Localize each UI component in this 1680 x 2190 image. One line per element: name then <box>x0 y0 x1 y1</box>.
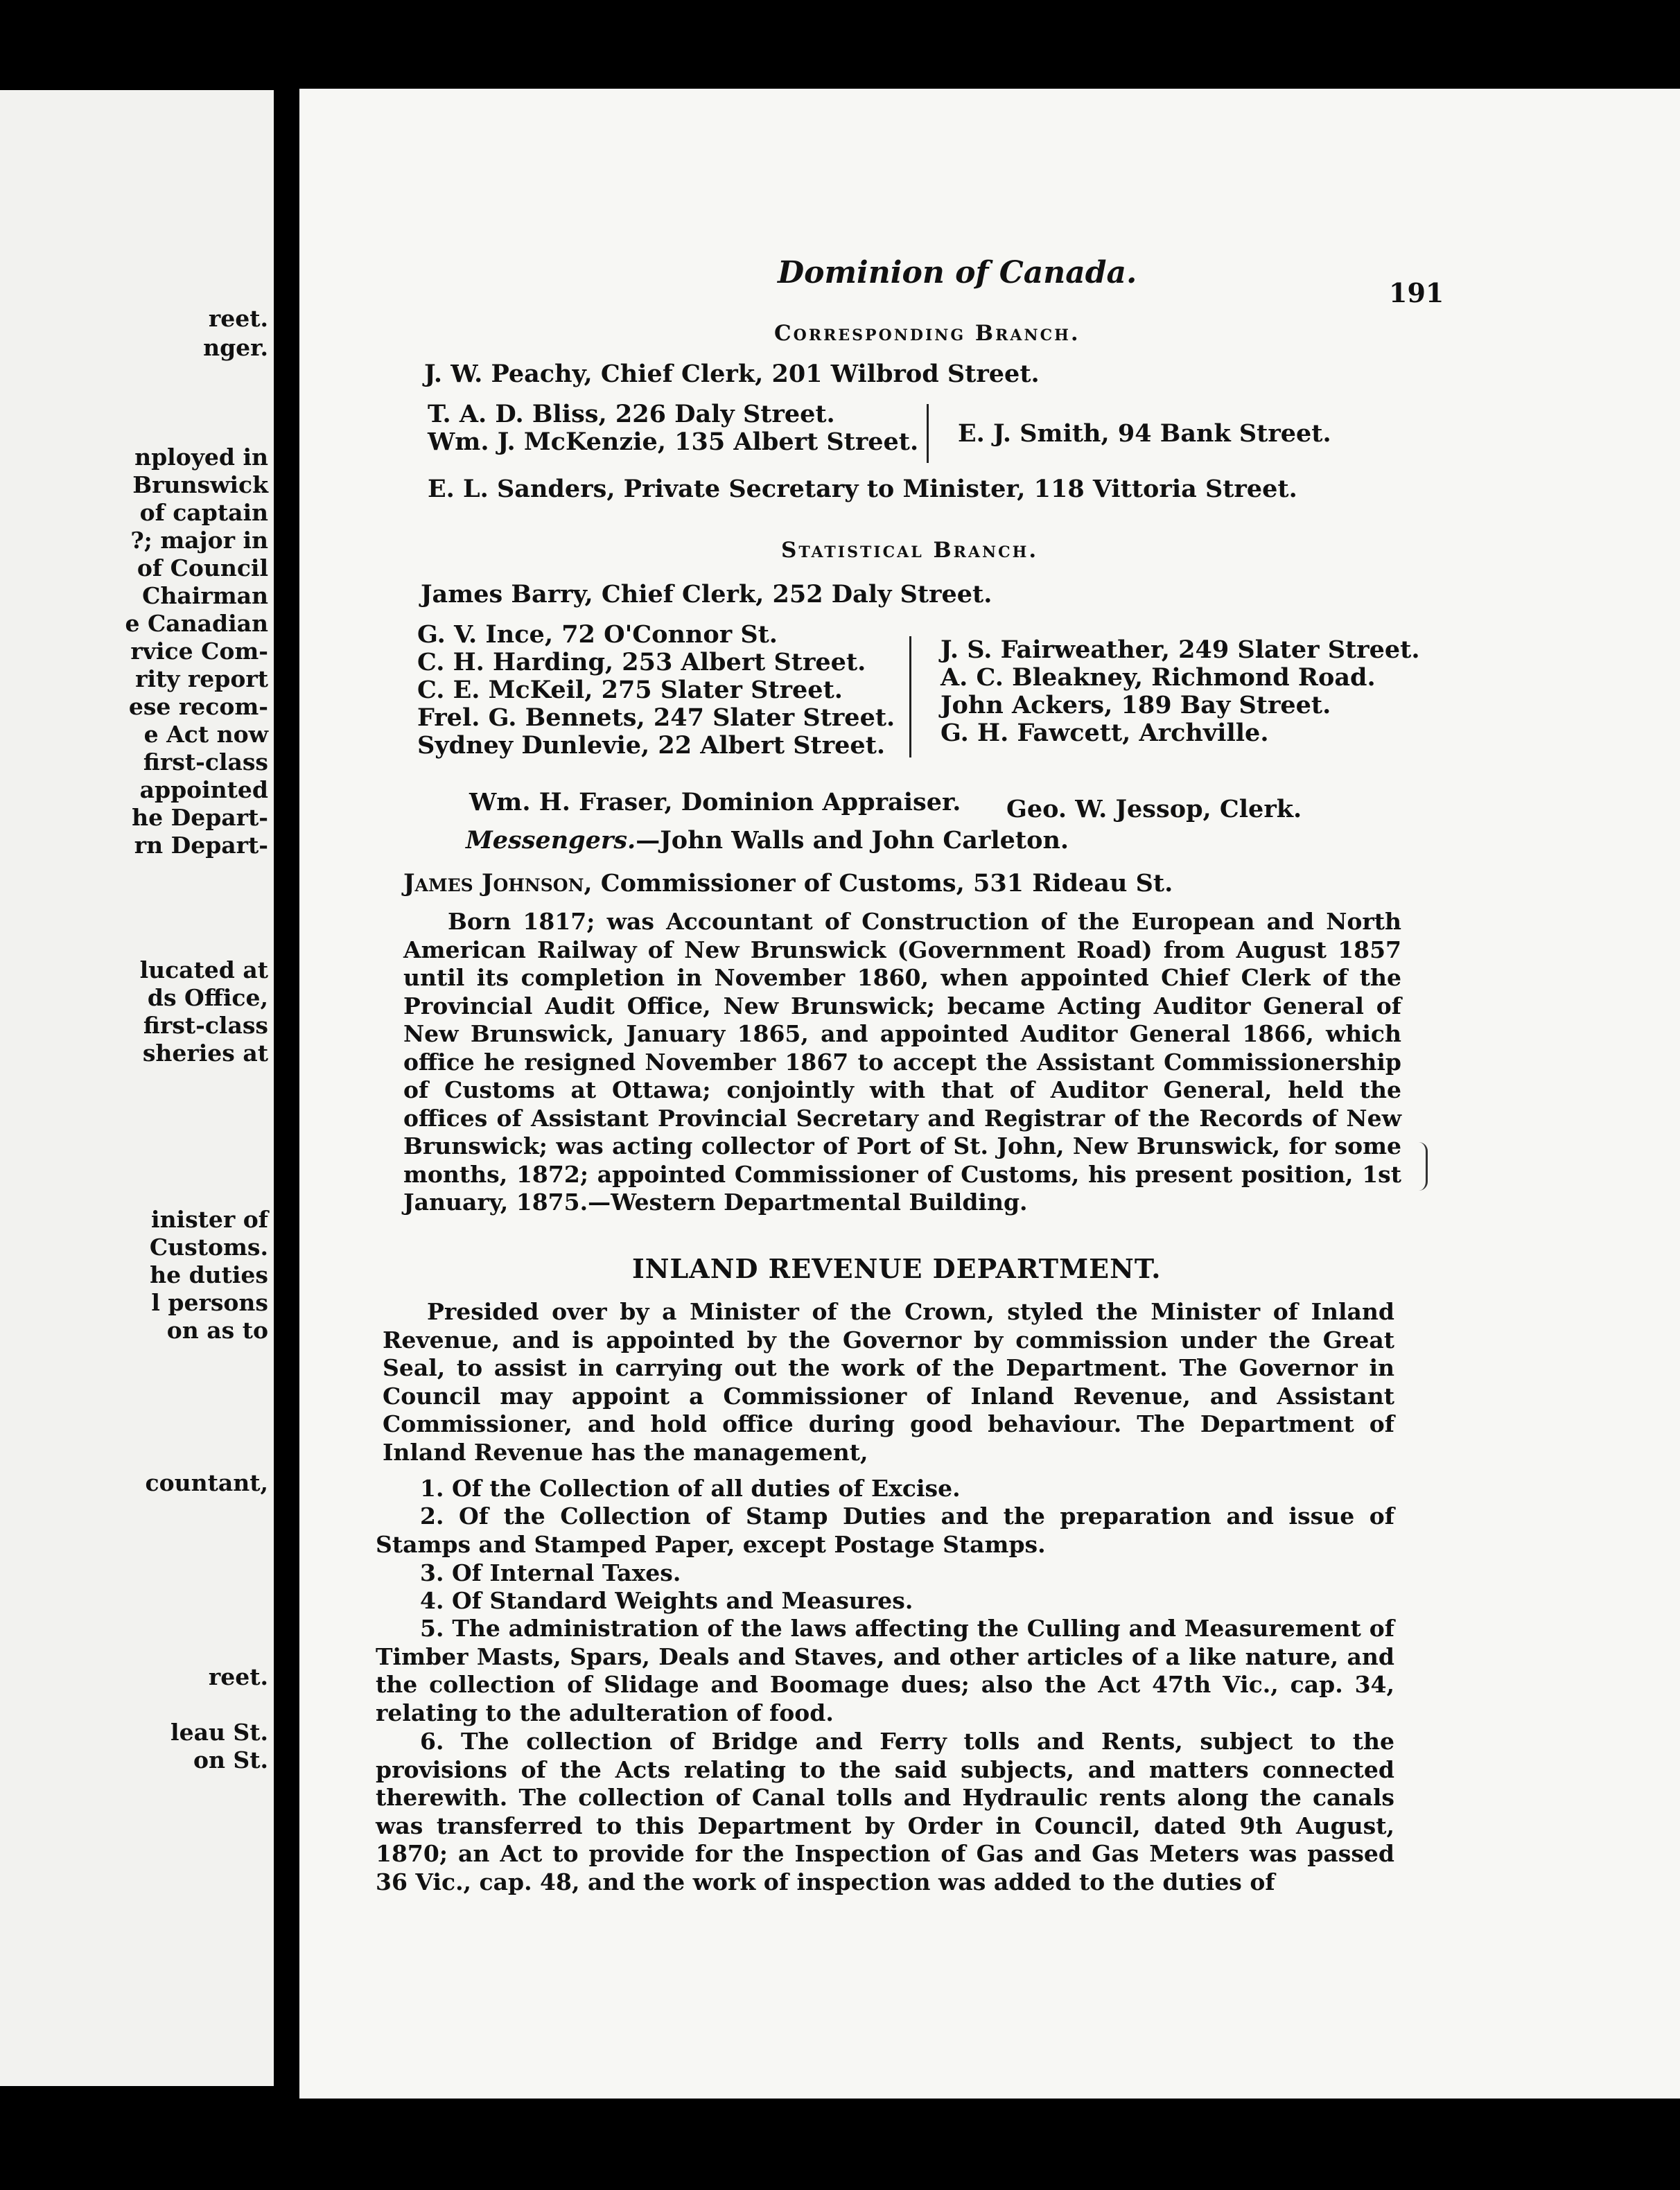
column-divider <box>909 636 911 757</box>
staff-entry: G. V. Ince, 72 O'Connor St. <box>417 620 778 649</box>
left-page-text-fragment: e Canadian <box>125 610 268 637</box>
column-divider <box>927 404 929 463</box>
statistical-right-column <box>940 636 1420 747</box>
left-page-text-fragment: countant, <box>145 1469 268 1496</box>
corresponding-chief-clerk: J. W. Peachy, Chief Clerk, 201 Wilbrod Street. <box>424 360 1040 388</box>
left-page-text-fragment: rity report <box>135 665 268 692</box>
left-page-text-fragment: Brunswick <box>132 471 268 498</box>
left-page-text-fragment: ds Office, <box>147 984 268 1011</box>
left-page-text-fragment: rn Depart- <box>134 832 268 859</box>
list-item: 4. Of Standard Weights and Measures. <box>420 1587 913 1614</box>
corresponding-right-column <box>958 420 1331 448</box>
staff-entry: C. E. McKeil, 275 Slater Street. <box>417 676 843 704</box>
list-item: 3. Of Internal Taxes. <box>420 1559 681 1586</box>
messengers <box>466 827 1069 855</box>
staff-entry: E. J. Smith, 94 Bank Street. <box>958 419 1331 448</box>
running-header: Dominion of Canada. <box>778 255 1137 290</box>
inland-revenue-intro: Presided over by a Minister of the Crown, styled the Minister of Inland Revenue, and is appointed by the Governor by commission under the Great Seal, to assist in carrying out the work of the Department. The Governor in Council may appoint a Commissioner of Inland Revenue, and Assistant Commissioner, and hold office during good behaviour. The Department of Inland Revenue has the management, <box>383 1298 1394 1466</box>
left-page-text-fragment: first-class <box>143 1012 268 1039</box>
left-page-text-fragment: leau St. <box>170 1719 268 1746</box>
corresponding-left-column <box>428 401 918 456</box>
staff-entry: J. S. Fairweather, 249 Slater Street. <box>940 636 1420 664</box>
inland-revenue-heading: INLAND REVENUE DEPARTMENT. <box>632 1253 1162 1284</box>
commissioner-line <box>403 870 1173 897</box>
margin-bracket <box>1419 1142 1428 1191</box>
left-page-text-fragment: he Depart- <box>132 804 268 831</box>
statistical-left-column <box>417 621 895 760</box>
statistical-branch-heading: Statistical Branch. <box>781 538 1039 563</box>
list-item: 6. The collection of Bridge and Ferry tolls and Rents, subject to the provisions of the Acts relating to the said subjects, and matters connected therewith. The collection of Canal tolls and Hydraulic rents along the canals was transferred to this Department by Order in Council, dated 9th August, 1870; an Act to provide for the Inspection of Gas and Gas Meters was passed 36 Vic., cap. 48, and the work of inspection was added to the duties of <box>376 1728 1394 1895</box>
staff-entry: G. H. Fawcett, Archville. <box>940 719 1269 747</box>
statistical-clerk: Geo. W. Jessop, Clerk. <box>1006 795 1302 823</box>
left-page-text-fragment: nger. <box>203 334 268 361</box>
staff-entry: John Ackers, 189 Bay Street. <box>940 691 1331 719</box>
staff-entry: C. H. Harding, 253 Albert Street. <box>417 648 866 676</box>
staff-entry: Sydney Dunlevie, 22 Albert Street. <box>417 731 886 760</box>
statistical-chief-clerk: James Barry, Chief Clerk, 252 Daly Street. <box>421 580 992 608</box>
left-page-text-fragment: on as to <box>166 1317 268 1344</box>
left-page-text-fragment: on St. <box>193 1746 268 1773</box>
left-page-text-fragment: Chairman <box>142 582 268 609</box>
left-page-text-fragment: Customs. <box>149 1234 268 1261</box>
dominion-appraiser: Wm. H. Fraser, Dominion Appraiser. <box>469 788 961 816</box>
left-page-text-fragment: first-class <box>143 748 268 776</box>
messengers-label: Messengers. <box>466 826 636 855</box>
list-item: 5. The administration of the laws affecting the Culling and Measurement of Timber Masts, Spars, Deals and Staves, and other articles of a like nature, and the collection of Slidage and Boomage dues; also the Act 47th Vic., cap. 34, relating to the adulteration of food. <box>376 1615 1394 1726</box>
document-page <box>299 89 1680 2099</box>
list-item: 1. Of the Collection of all duties of Excise. <box>420 1475 961 1502</box>
commissioner-name: James Johnson, <box>403 869 593 897</box>
left-page-text-fragment: reet. <box>208 1663 268 1690</box>
staff-entry: Frel. G. Bennets, 247 Slater Street. <box>417 703 895 732</box>
left-page-text-fragment: he duties <box>150 1261 268 1288</box>
left-page-text-fragment: nployed in <box>134 444 268 471</box>
messengers-names: —John Walls and John Carleton. <box>636 826 1069 855</box>
staff-entry: Wm. J. McKenzie, 135 Albert Street. <box>428 428 919 456</box>
left-page-text-fragment: ese recom- <box>128 693 268 720</box>
left-page-text-fragment: rvice Com- <box>130 638 268 665</box>
left-page-text-fragment: appointed <box>139 776 268 803</box>
list-item: 2. Of the Collection of Stamp Duties and the preparation and issue of Stamps and Stamped Paper, except Postage Stamps. <box>376 1503 1394 1558</box>
staff-entry: T. A. D. Bliss, 226 Daly Street. <box>428 400 835 428</box>
left-page-text-fragment: sheries at <box>142 1040 268 1067</box>
corresponding-branch-heading: Corresponding Branch. <box>774 321 1080 346</box>
left-page-text-fragment: of captain <box>139 499 268 526</box>
page-number: 191 <box>1389 277 1444 308</box>
left-page-text-fragment: reet. <box>208 305 268 332</box>
left-page-text-fragment: l persons <box>151 1289 268 1316</box>
left-page-text-fragment: e Act now <box>143 721 268 748</box>
left-page-text-fragment: of Council <box>137 554 268 581</box>
private-secretary: E. L. Sanders, Private Secretary to Minister, 118 Vittoria Street. <box>428 475 1297 503</box>
left-page-text-fragment: lucated at <box>139 956 268 983</box>
staff-entry: A. C. Bleakney, Richmond Road. <box>940 663 1376 692</box>
commissioner-biography: Born 1817; was Accountant of Construction of the European and North American Railway of New Brunswick (Government Road) from August 1857 until its completion in November 1860, when appointed Chief Clerk of the Provincial Audit Office, New Brunswick; became Acting Auditor General of New Brunswick, January 1865, and appointed Auditor General 1866, which office he resigned November 1867 to accept the Assistant Commissionership of Customs at Ottawa; conjointly with that of Auditor General, held the offices of Assistant Provincial Secretary and Registrar of the Records of New Brunswick; was acting collector of Port of St. John, New Brunswick, for some months, 1872; appointed Commissioner of Customs, his present position, 1st January, 1875.—Western Departmental Building. <box>403 908 1401 1216</box>
left-page-text-fragment: inister of <box>151 1206 268 1233</box>
left-page-fragment <box>0 90 274 2086</box>
commissioner-title: Commissioner of Customs, 531 Rideau St. <box>592 869 1173 897</box>
left-page-text-fragment: ?; major in <box>130 527 268 554</box>
